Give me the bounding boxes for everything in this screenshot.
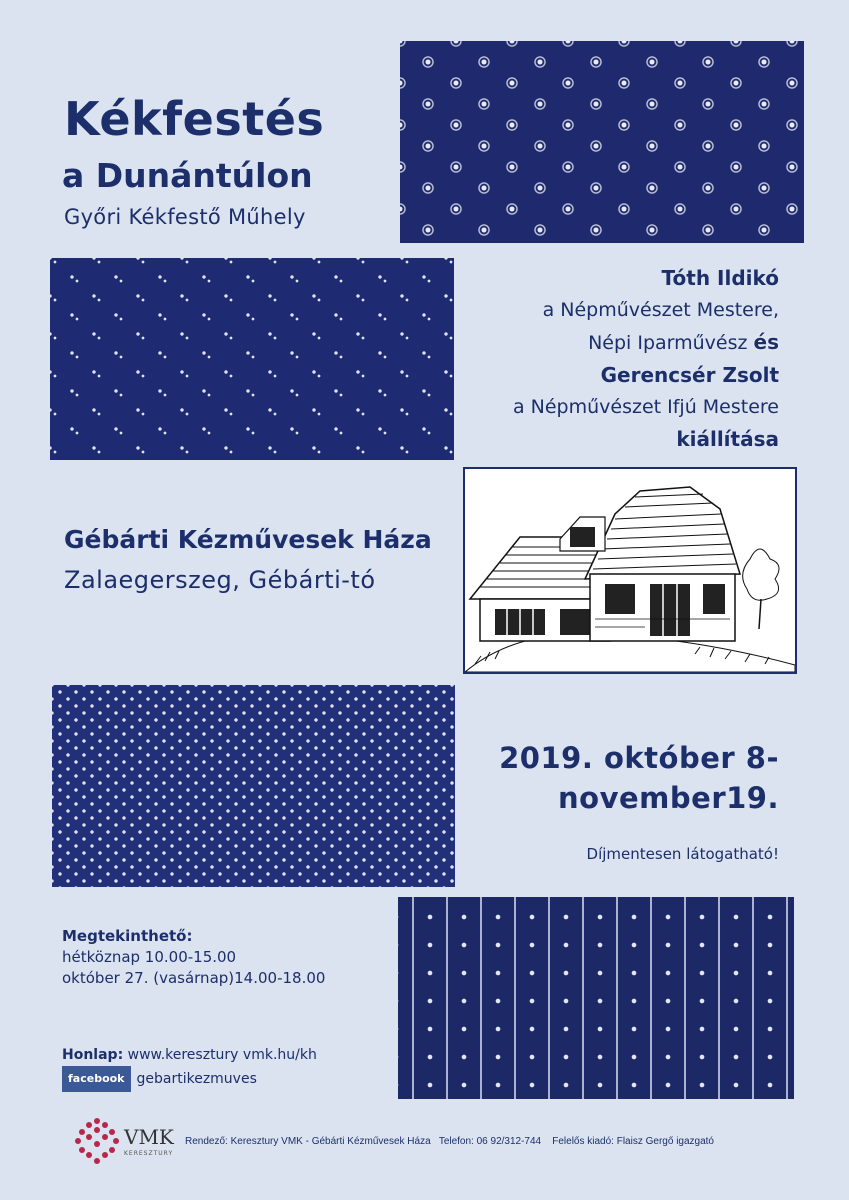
fabric-image-flowers — [400, 41, 804, 243]
exhibition-dates — [439, 738, 779, 818]
date-start: 2019. október 8- — [499, 741, 779, 775]
vmk-logo-icon — [72, 1115, 122, 1167]
footer — [185, 1136, 714, 1147]
main-title: Kékfestés — [64, 92, 325, 146]
artist-title-2: a Népművészet Ifjú Mestere — [512, 396, 779, 418]
house-illustration — [463, 467, 797, 674]
hours-heading: Megtekinthető: — [62, 927, 193, 945]
facebook-line — [62, 1066, 257, 1092]
artist-title-1b — [399, 326, 779, 359]
artists-block — [399, 262, 779, 455]
workshop-name: Győri Kékfestő Műhely — [64, 205, 306, 229]
opening-hours — [62, 926, 325, 989]
fabric-image-stripes — [398, 897, 794, 1099]
vmk-logo — [72, 1115, 182, 1170]
vmk-logo-text: VMK — [124, 1125, 174, 1149]
footer-publisher: Felelős kiadó: Flaisz Gergő igazgató — [552, 1136, 714, 1147]
hours-sunday: október 27. (vasárnap)14.00-18.00 — [62, 969, 326, 987]
vmk-logo-subtext: KERESZTURY — [124, 1150, 174, 1157]
artist-title-1b-text: Népi Iparművész — [588, 332, 748, 354]
and-word: és — [753, 330, 779, 354]
facebook-icon[interactable]: facebook — [62, 1066, 131, 1092]
subtitle: a Dunántúlon — [62, 156, 313, 195]
artist-title-1a: a Népművészet Mestere, — [542, 299, 779, 321]
footer-organizer: Rendező: Keresztury VMK - Gébárti Kézművesek Háza — [185, 1136, 431, 1147]
homepage-label: Honlap: — [62, 1047, 124, 1063]
fabric-image-dots — [52, 685, 455, 887]
artist-name-1: Tóth Ildikó — [661, 266, 779, 290]
artist-name-2: Gerencsér Zsolt — [600, 363, 779, 387]
homepage-line — [62, 1045, 317, 1065]
venue-location: Zalaegerszeg, Gébárti-tó — [64, 566, 376, 594]
fabric-image-sprigs — [50, 258, 454, 460]
hours-weekday: hétköznap 10.00-15.00 — [62, 948, 237, 966]
venue-name: Gébárti Kézművesek Háza — [64, 525, 432, 554]
house-drawing — [465, 469, 795, 672]
footer-phone: Telefon: 06 92/312-744 — [438, 1136, 542, 1147]
homepage-link[interactable]: www.keresztury vmk.hu/kh — [127, 1047, 317, 1063]
exhibition-label: kiállítása — [676, 427, 779, 451]
free-admission: Díjmentesen látogatható! — [586, 845, 779, 863]
date-end: november19. — [558, 781, 779, 815]
facebook-page-link[interactable]: gebartikezmuves — [136, 1071, 257, 1087]
